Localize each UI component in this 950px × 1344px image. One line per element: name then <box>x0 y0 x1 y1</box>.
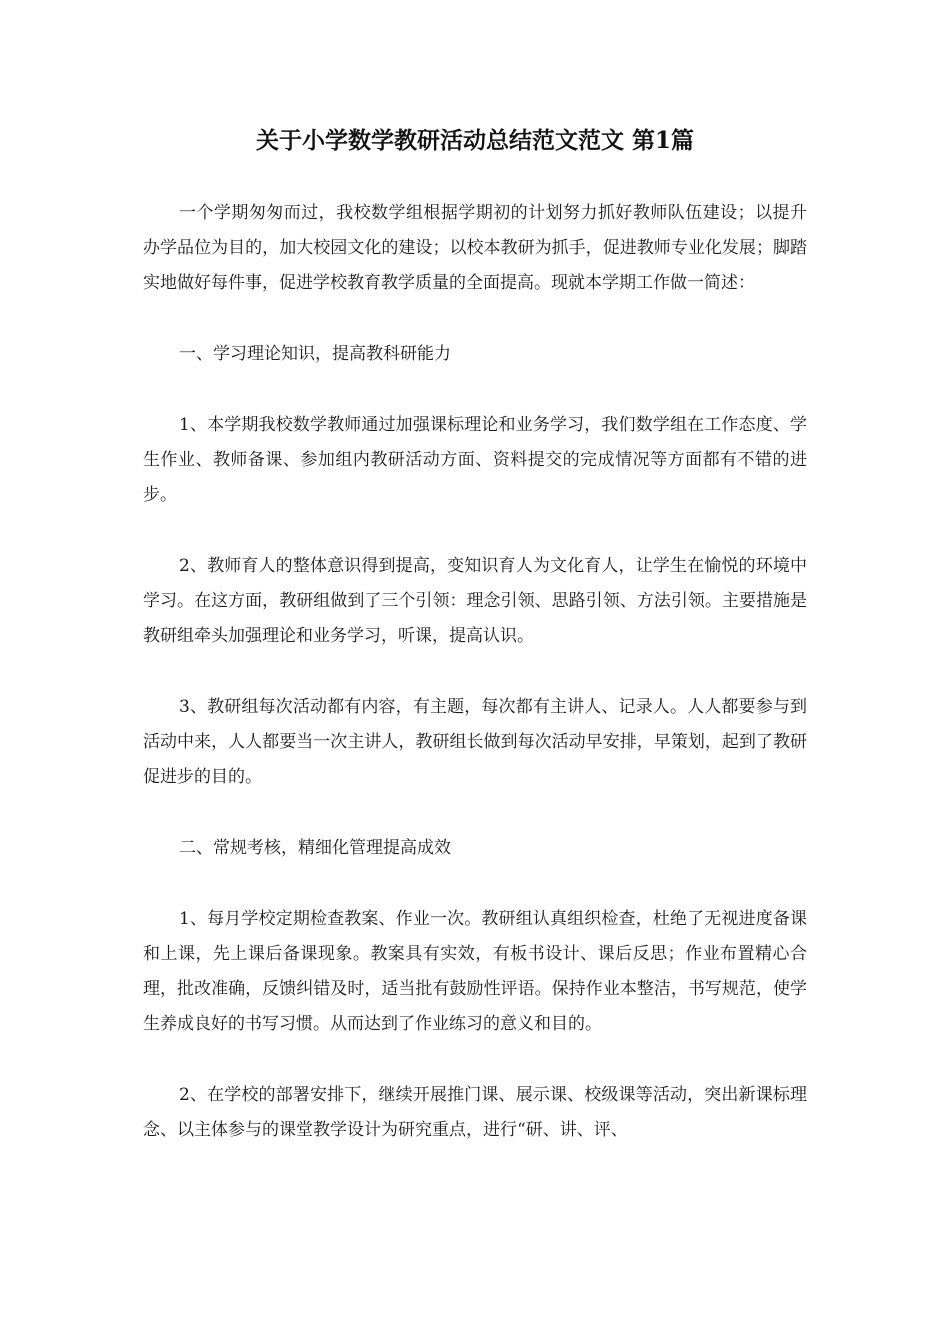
paragraph-intro: 一个学期匆匆而过，我校数学组根据学期初的计划努力抓好教师队伍建设；以提升办学品位为目的，加大校园文化的建设；以校本教研为抓手，促进教师专业化发展；脚踏实地做好每件事，促进学校教育教学质量的全面提高。现就本学期工作做一简述： <box>143 203 807 293</box>
document-body <box>143 196 807 1184</box>
paragraph-2-1: 1、每月学校定期检查教案、作业一次。教研组认真组织检查，杜绝了无视进度备课和上课，先上课后备课现象。教案具有实效，有板书设计、课后反思；作业布置精心合理，批改准确，反馈纠错及时，适当批有鼓励性评语。保持作业本整洁，书写规范，使学生养成良好的书写习惯。从而达到了作业练习的意义和目的。 <box>143 909 807 1034</box>
paragraph-1-2: 2、教师育人的整体意识得到提高，变知识育人为文化育人，让学生在愉悦的环境中学习。在这方面，教研组做到了三个引领：理念引领、思路引领、方法引领。主要措施是教研组牵头加强理论和业务学习，听课，提高认识。 <box>143 556 807 646</box>
section-heading-2: 二、常规考核，精细化管理提高成效 <box>179 838 451 858</box>
document-title: 关于小学数学教研活动总结范文范文 第1篇 <box>255 127 694 154</box>
paragraph-1-1: 1、本学期我校数学教师通过加强课标理论和业务学习，我们数学组在工作态度、学生作业、教师备课、参加组内教研活动方面、资料提交的完成情况等方面都有不错的进步。 <box>143 415 807 505</box>
section-heading-1: 一、学习理论知识，提高教科研能力 <box>179 344 451 364</box>
paragraph-1-3: 3、教研组每次活动都有内容，有主题，每次都有主讲人、记录人。人人都要参与到活动中来，人人都要当一次主讲人，教研组长做到每次活动早安排，早策划，起到了教研促进步的目的。 <box>143 697 807 787</box>
paragraph-2-2: 2、在学校的部署安排下，继续开展推门课、展示课、校级课等活动，突出新课标理念、以主体参与的课堂教学设计为研究重点，进行“研、讲、评、 <box>143 1085 807 1140</box>
